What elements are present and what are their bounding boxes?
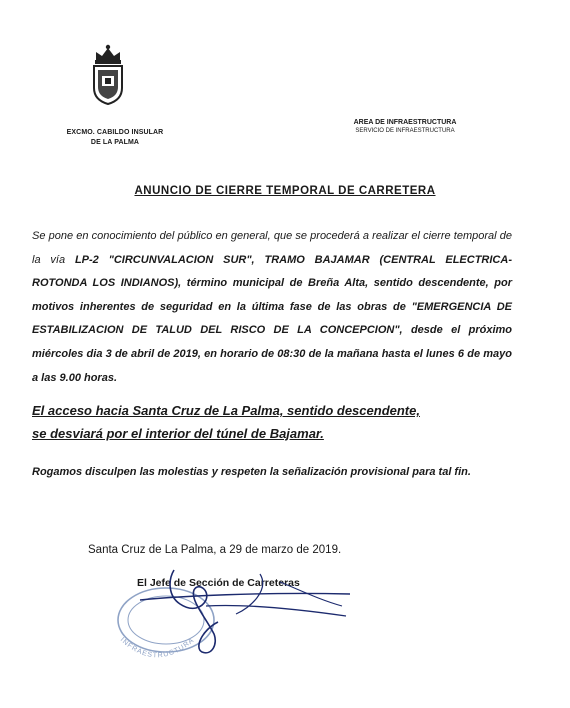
detour-line-2: se desviará por el interior del túnel de Bajamar. xyxy=(32,426,324,441)
closing-paragraph: Rogamos disculpen las molestias y respeten la señalización provisional para tal fin. xyxy=(32,466,471,478)
signer-title: El Jefe de Sección de Carreteras xyxy=(137,577,300,589)
road-details: LP-2 "CIRCUNVALACION SUR", TRAMO BAJAMAR (CENTRAL ELECTRICA-ROTONDA LOS INDIANOS), término municipal de Breña Alta, sentido descendente, por motivos inherentes de seguridad en la última fase de las obras de "EMERGENCIA DE ESTABILIZACION DE TALUD DEL RISCO DE LA CONCEPCION", desde el próximo miércoles dia 3 de abril de 2019, en horario de 08:30 de la mañana hasta el lunes 6 de mayo a las 9.00 horas. xyxy=(32,253,512,384)
date-line: Santa Cruz de La Palma, a 29 de marzo de 2019. xyxy=(88,544,342,556)
org-line-2: DE LA PALMA xyxy=(90,139,140,146)
body-paragraph xyxy=(32,225,512,390)
department-block xyxy=(340,118,470,136)
area-line-2: SERVICIO DE INFRAESTRUCTURA xyxy=(355,128,455,134)
handwritten-signature xyxy=(110,560,360,670)
detour-notice xyxy=(32,399,512,445)
stamp-text: INFRAESTRUCTURA xyxy=(118,636,196,660)
document-title: ANUNCIO DE CIERRE TEMPORAL DE CARRETERA xyxy=(134,185,436,197)
coat-of-arms-icon xyxy=(88,42,128,108)
body-intro: Se pone en conocimiento del público en general, que se procederá a realizar el cierre temporal de la vía xyxy=(32,230,512,266)
area-line-1: AREA DE INFRAESTRUCTURA xyxy=(353,119,457,126)
issuing-body xyxy=(40,128,190,148)
org-line-1: EXCMO. CABILDO INSULAR xyxy=(66,129,164,136)
detour-line-1: El acceso hacia Santa Cruz de La Palma, sentido descendente, xyxy=(32,403,420,418)
